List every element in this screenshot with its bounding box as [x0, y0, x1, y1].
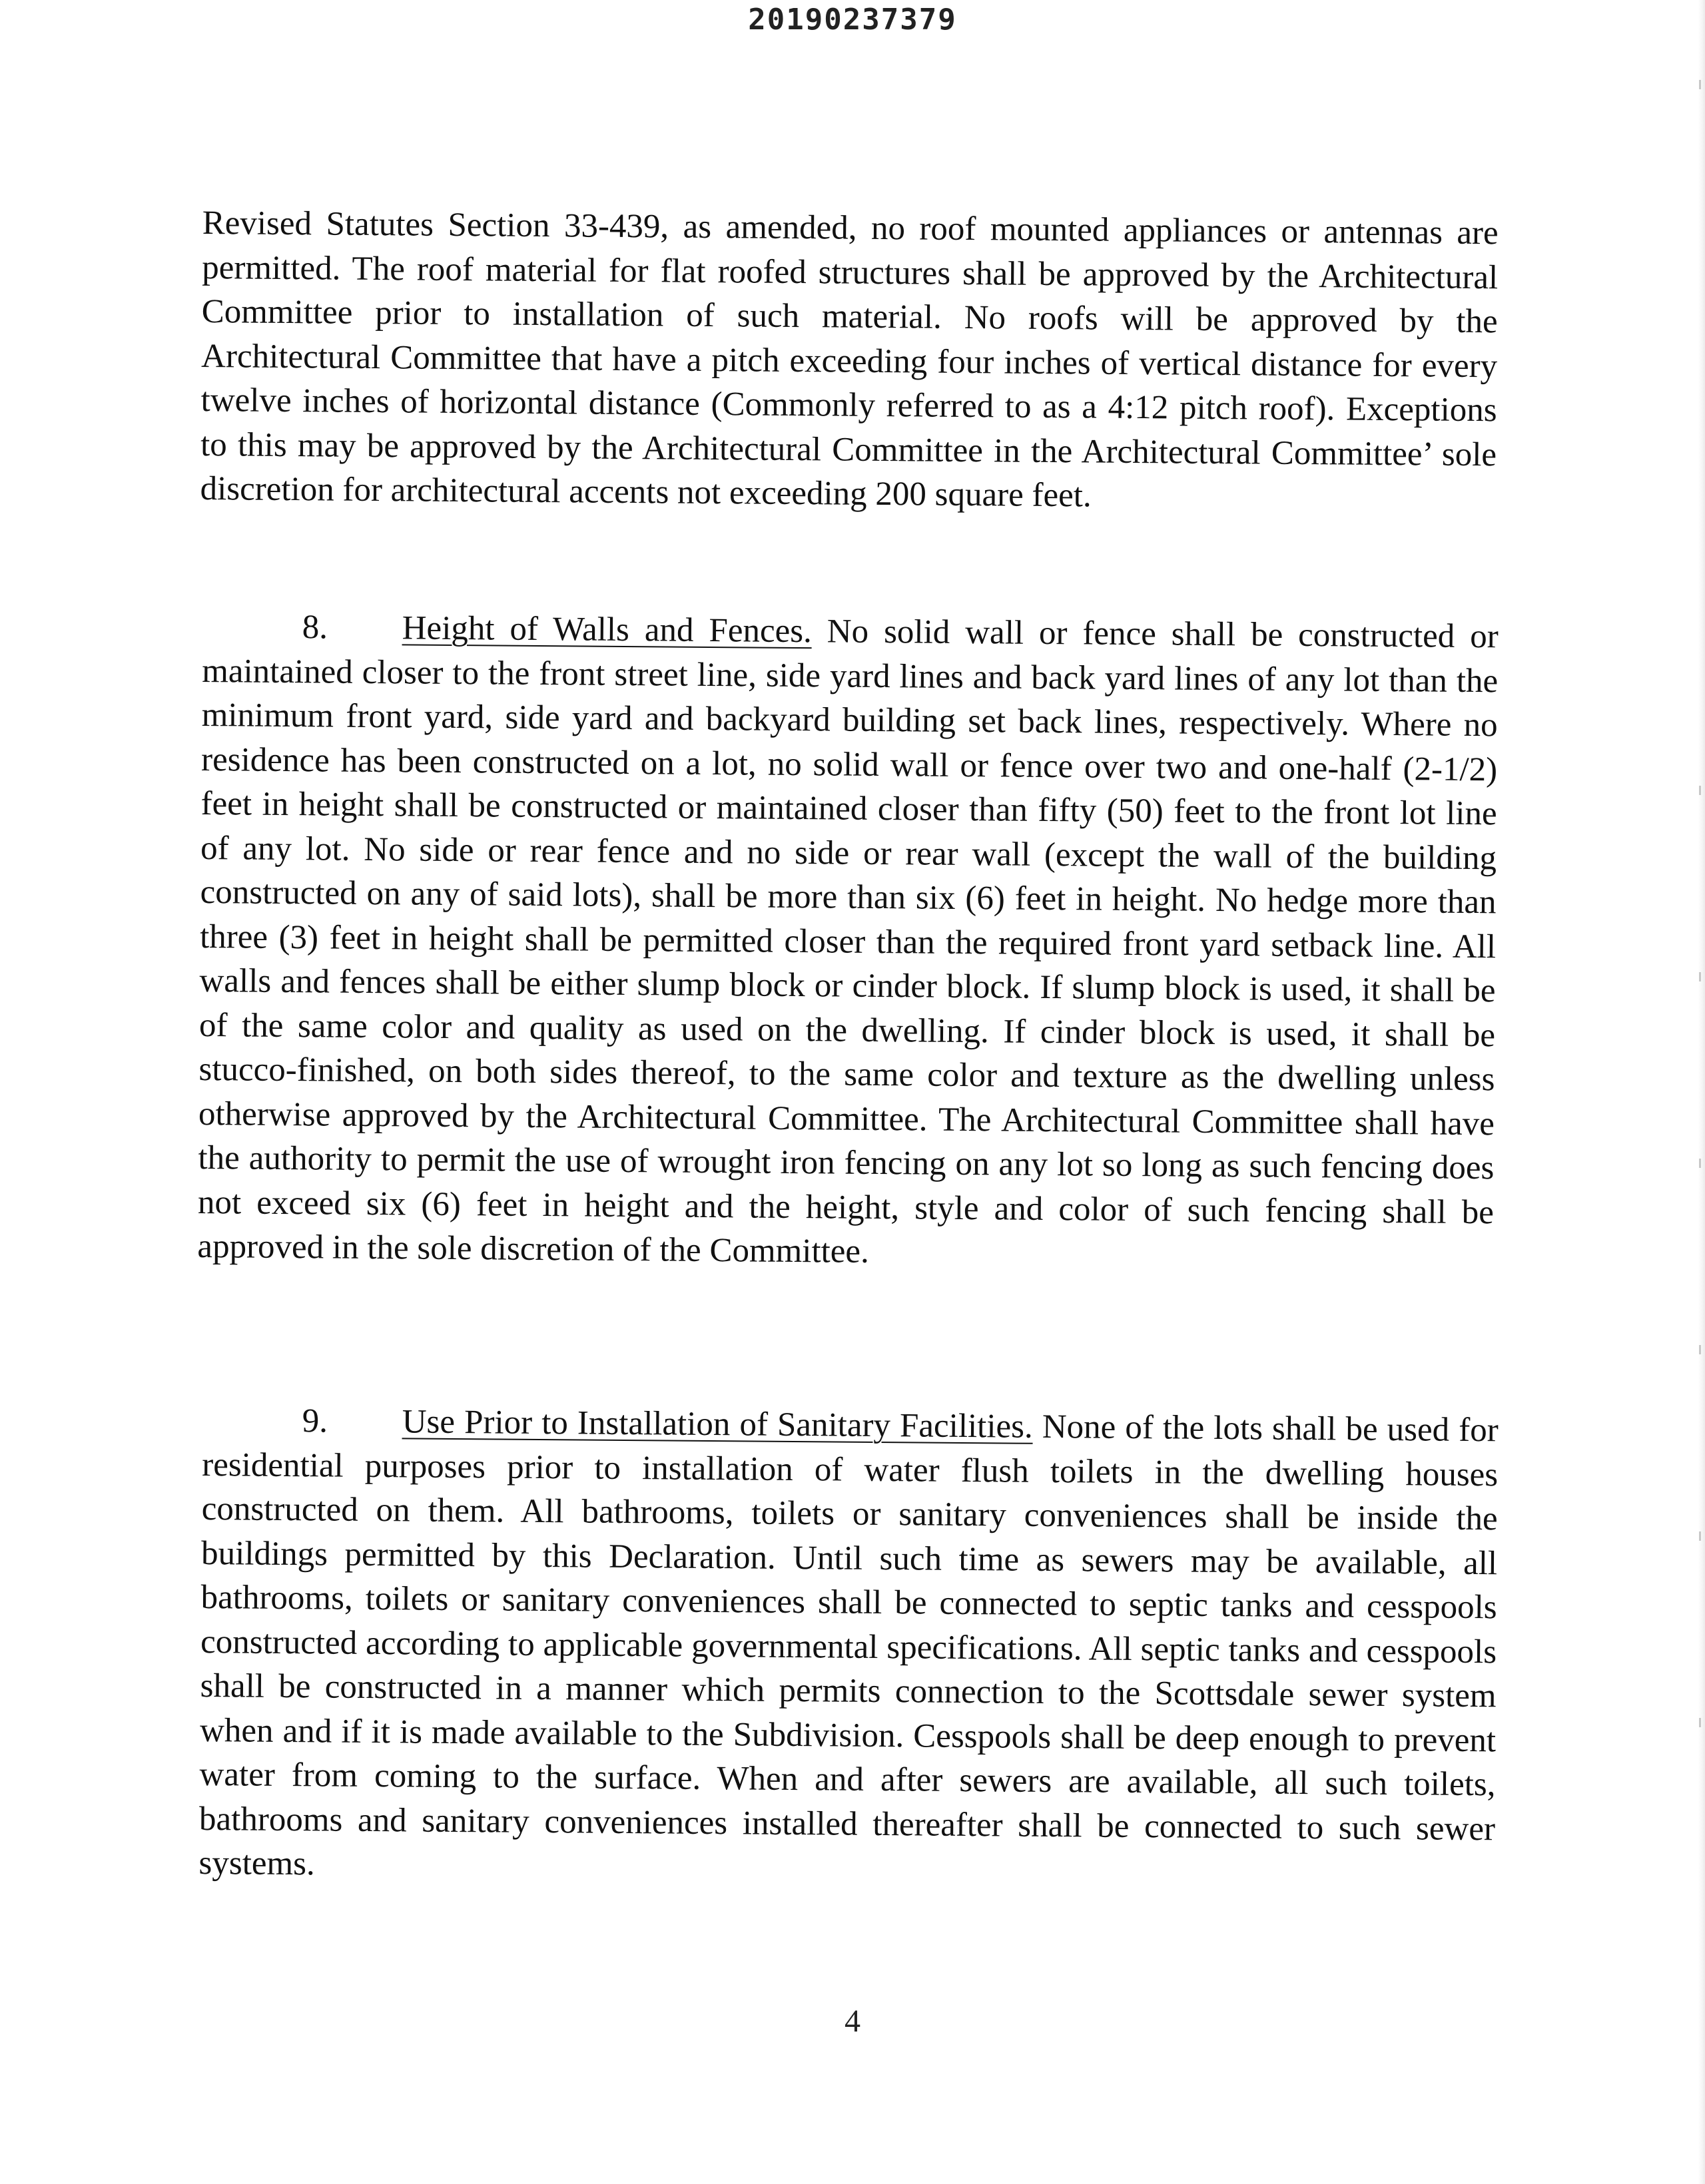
paragraph-text: Revised Statutes Section 33-439, as amended, no roof mounted appliances or antennas are permitted. The roof material for flat roofed structures shall be approved by the Architectural Committee prior to installation of such material. No roofs will be approved by the Architectural Committee that have a pitch exceeding four inches of vertical distance for every twelve inches of horizontal distance (Commonly referred to as a 4:12 pitch roof). Exceptions to this may be approved by the Architectural Committee in the Architectural Committee’ sole discretion for architectural accents not exceeding 200 square feet.	[200, 204, 1499, 515]
section-8-number: 8.	[302, 609, 328, 647]
recording-number: 20190237379	[748, 3, 957, 37]
section-9-paragraph	[198, 1398, 1499, 1896]
indent-spacer	[202, 637, 302, 638]
section-9-text: None of the lots shall be used for residential purposes prior to installation of water flush toilets in the dwelling houses constructed on them. All bathrooms, toilets or sanitary conveniences shall be inside the buildings permitted by this Declaration. Until such time as sewers may be available, all bathrooms, toilets or sanitary conveniences shall be connected to septic tanks and cesspools constructed according to applicable governmental specifications. All septic tanks and cesspools shall be constructed in a manner which permits connection to the Scottsdale sewer system when and if it is made available to the Subdivision. Cesspools shall be deep enough to prevent water from coming to the surface. When and after sewers are available, all such toilets, bathrooms and sanitary conveniences installed thereafter shall be connected to such sewer systems.	[198, 1408, 1499, 1883]
indent-spacer	[202, 1431, 302, 1432]
scan-edge-shadow	[1698, 0, 1705, 2184]
section-9-number: 9.	[302, 1402, 328, 1440]
section-8-body	[197, 605, 1499, 1279]
section-8-heading: Height of Walls and Fences.	[402, 609, 813, 651]
section-9-body	[198, 1398, 1499, 1896]
paragraph-continuation	[200, 201, 1499, 521]
section-9-heading: Use Prior to Installation of Sanitary Facilities.	[402, 1403, 1033, 1446]
page-number: 4	[845, 2004, 860, 2039]
section-8-text: No solid wall or fence shall be constructed or maintained closer to the front street line, side yard lines and back yard lines of any lot than the minimum front yard, side yard and backyard building set back lines, respectively. Where no residence has been constructed on a lot, no solid wall or fence over two and one-half (2-1/2) feet in height shall be constructed or maintained closer than fifty (50) feet to the front lot line of any lot. No side or rear fence and no side or rear wall (except the wall of the building constructed on any of said lots), shall be more than six (6) feet in height. No hedge more than three (3) feet in height shall be permitted closer than the required front yard setback line. All walls and fences shall be either slump block or cinder block. If slump block is used, it shall be of the same color and quality as used on the dwelling. If cinder block is used, it shall be stucco-finished, on both sides thereof, to the same color and texture as the dwelling unless otherwise approved by the Architectural Committee. The Architectural Committee shall have the authority to permit the use of wrought iron fencing on any lot so long as such fencing does not exceed six (6) feet in height and the height, style and color of such fencing shall be approved in the sole discretion of the Committee.	[197, 613, 1499, 1270]
section-8-paragraph	[197, 605, 1499, 1279]
